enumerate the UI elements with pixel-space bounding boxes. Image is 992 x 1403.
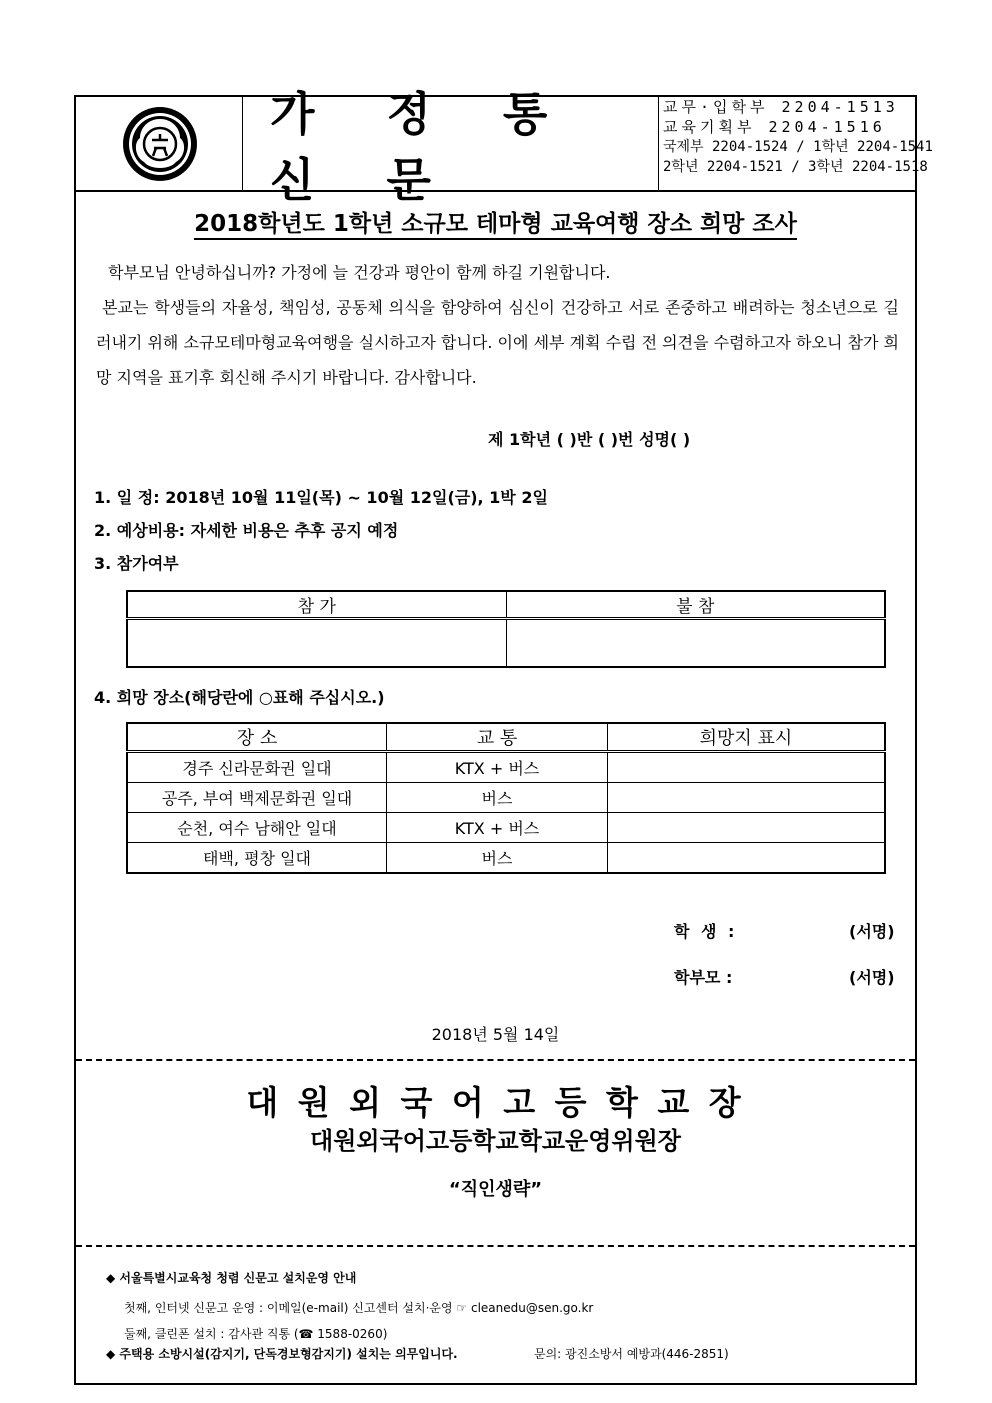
table-row (127, 813, 885, 843)
school-emblem-logo (120, 104, 200, 184)
intro-body: 본교는 학생들의 자율성, 책임성, 공동체 의식을 함양하여 심신이 건강하고 서로 존중하고 배려하는 청소년으로 길러내기 위해 소규모테마형교육여행을 실시하고자 합니다. 이에 세부 계획 수립 전 의견을 수렴하고자 하오니 참가 희망 지역을 표기후 회신해 주시기 바랍니다. 감사합니다. (96, 298, 899, 387)
parent-sign-mark: (서명) (849, 968, 895, 987)
document-frame (74, 86, 933, 1385)
place-cell: 경주 신라문화권 일대 (127, 752, 387, 783)
table-row (127, 783, 885, 813)
absent-mark-cell[interactable] (506, 619, 885, 668)
transport-cell: 버스 (387, 783, 608, 813)
transport-cell: KTX + 버스 (387, 813, 608, 843)
dashed-divider (76, 1059, 915, 1061)
contact-line: 교육기획부 2204-1516 (663, 118, 886, 136)
student-sign-mark: (서명) (849, 922, 895, 941)
preference-mark-cell[interactable] (608, 783, 886, 813)
parent-sign-label: 학부모 : (674, 968, 733, 987)
transport-cell: KTX + 버스 (387, 752, 608, 783)
notice-fire-contact: 문의: 광진소방서 예방과(446-2851) (534, 1347, 729, 1361)
preference-mark-cell[interactable] (608, 752, 886, 783)
place-cell: 태백, 평창 일대 (127, 843, 387, 874)
place-cell: 순천, 여수 남해안 일대 (127, 813, 387, 843)
place-cell: 공주, 부여 백제문화권 일대 (127, 783, 387, 813)
student-sign-label: 학 생 : (674, 922, 738, 941)
preference-mark-cell[interactable] (608, 843, 886, 874)
header-transport: 교 통 (387, 723, 608, 752)
school-logo-cell (76, 97, 243, 190)
notice-internet: 첫째, 인터넷 신문고 운영 : 이메일(e-mail) 신고센터 설치·운영 ☞ cleanedu@sen.go.kr (124, 1301, 594, 1315)
transport-cell: 버스 (387, 843, 608, 874)
header-place: 장 소 (127, 723, 387, 752)
issue-date: 2018년 5월 14일 (431, 1025, 560, 1044)
preference-mark-cell[interactable] (608, 813, 886, 843)
attend-mark-cell[interactable] (127, 619, 506, 668)
notice-cleanness: ◆ 서울특별시교육청 청렴 신문고 설치운영 안내 (106, 1271, 357, 1285)
contact-info (659, 97, 933, 190)
principal-title: 대 원 외 국 어 고 등 학 교 장 (246, 1083, 745, 1122)
place-table (126, 722, 886, 874)
header-preference: 희망지 표시 (608, 723, 886, 752)
committee-title: 대원외국어고등학교학교운영위원장 (310, 1127, 681, 1155)
participation-table (126, 590, 886, 668)
header-absent: 불 참 (506, 591, 885, 619)
notice-cleanphone: 둘째, 클린폰 설치 : 감사관 직통 (☎ 1588-0260) (124, 1327, 388, 1341)
header-attend: 참 가 (127, 591, 506, 619)
table-row (127, 752, 885, 783)
letter-header (76, 86, 933, 207)
item-schedule: 1. 일 정: 2018년 10월 11일(목) ~ 10월 12일(금), 1박 2일 (94, 488, 548, 507)
letter-title: 가 정 통 신 문 (270, 86, 576, 207)
item-cost: 2. 예상비용: 자세한 비용은 추후 공지 예정 (94, 521, 399, 540)
seal-note: “직인생략” (448, 1179, 543, 1200)
notice-fire-safety: ◆ 주택용 소방시설(감지기, 단독경보형감지기) 설치는 의무입니다. (106, 1347, 458, 1361)
contact-line: 국제부 2204-1524 / 1학년 2204-1541 (663, 139, 933, 155)
item-place: 4. 희망 장소(해당란에 ○표해 주십시오.) (94, 688, 385, 707)
contact-line: 교무·입학부 2204-1513 (663, 98, 899, 116)
student-info-line: 제 1학년 ( )반 ( )번 성명( ) (488, 430, 691, 449)
intro-greeting: 학부모님 안녕하십니까? 가정에 늘 건강과 평안이 함께 하길 기원합니다. (108, 263, 611, 282)
dashed-divider (76, 1245, 915, 1247)
survey-title: 2018학년도 1학년 소규모 테마형 교육여행 장소 희망 조사 (76, 205, 915, 238)
table-row (127, 843, 885, 874)
item-participation: 3. 참가여부 (94, 554, 179, 573)
contact-line: 2학년 2204-1521 / 3학년 2204-1518 (663, 159, 928, 175)
letter-title-cell (242, 86, 659, 207)
